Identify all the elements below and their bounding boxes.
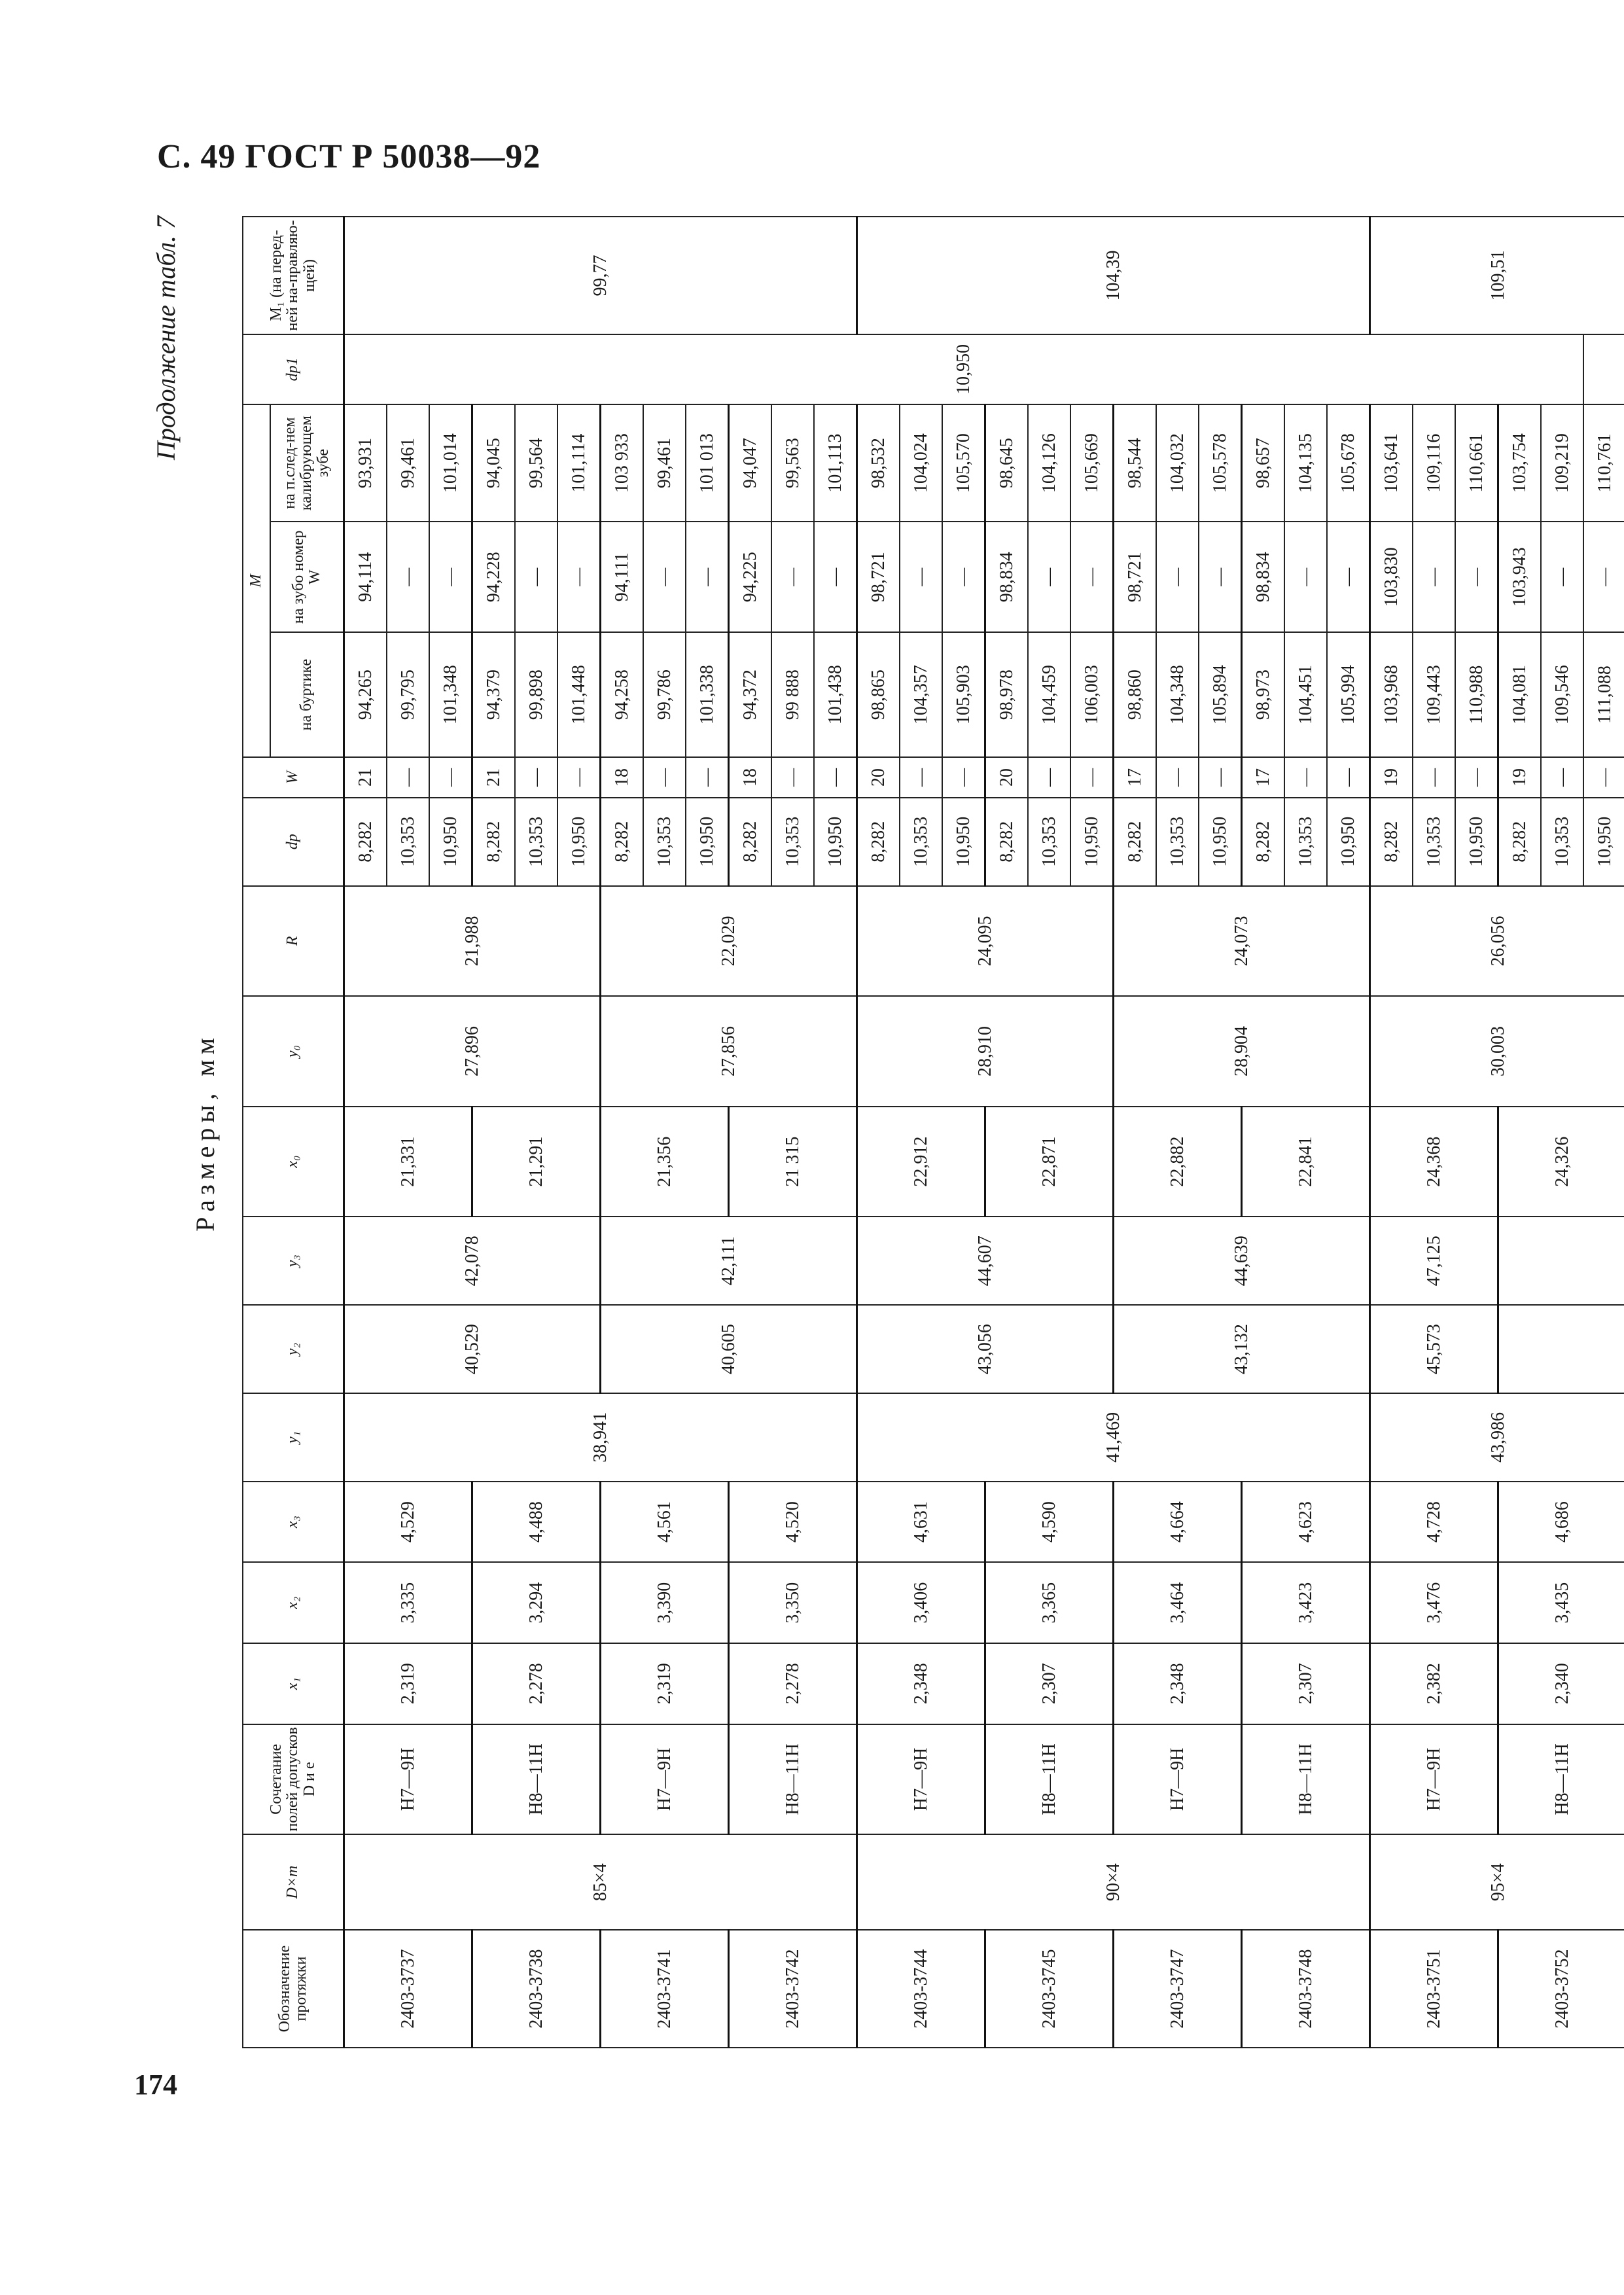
dp-cell: 10,950 (1199, 798, 1242, 886)
col-x3: x₃ (243, 1482, 344, 1563)
table-row (601, 217, 644, 2048)
x2-cell: 3,423 (1242, 1562, 1370, 1643)
x0-cell: 24,326 (1498, 1107, 1624, 1217)
r-cell: 24,073 (1114, 886, 1370, 997)
m1-cell: 104,39 (857, 217, 1370, 334)
m-last-cell: 110,761 (1583, 404, 1624, 522)
m-last-cell: 105,669 (1070, 404, 1114, 522)
designation-cell: 2403-3742 (729, 1930, 857, 2048)
x0-cell: 21,356 (601, 1107, 729, 1217)
dp-cell: 10,950 (942, 798, 985, 886)
designation-cell: 2403-3745 (985, 1930, 1114, 2048)
m-last-cell: 98,645 (985, 404, 1029, 522)
y3-cell: 44,639 (1114, 1217, 1370, 1305)
x0-cell: 21,291 (472, 1107, 601, 1217)
designation-cell: 2403-3744 (857, 1930, 985, 2048)
continuation-note: Продолжение табл. 7 (151, 216, 181, 461)
col-m-collar: на буртике (270, 632, 344, 757)
w-cell: 17 (1242, 757, 1285, 798)
w-cell: — (1156, 757, 1199, 798)
m-tooth-cell: 103,830 (1370, 522, 1413, 633)
fit-cell: H8—11H (729, 1724, 857, 1835)
w-cell: 19 (1370, 757, 1413, 798)
y3-cell: 47,125 (1370, 1217, 1498, 1305)
table-row (344, 217, 387, 2048)
m-tooth-cell: — (1284, 522, 1327, 633)
x2-cell: 3,406 (857, 1562, 985, 1643)
m-last-cell: 110,661 (1455, 404, 1498, 522)
x2-cell: 3,365 (985, 1562, 1114, 1643)
page-number: 174 (134, 2069, 177, 2101)
m-tooth-cell: 94,114 (344, 522, 387, 633)
m-tooth-cell: — (387, 522, 429, 633)
dp-cell: 8,282 (857, 798, 900, 886)
dp-cell: 10,353 (1541, 798, 1583, 886)
w-cell: — (1455, 757, 1498, 798)
col-y1: y₁ (243, 1393, 344, 1482)
m-tooth-cell: — (557, 522, 601, 633)
fit-cell: H7—9H (857, 1724, 985, 1835)
x1-cell: 2,307 (1242, 1643, 1370, 1724)
spec-table-body (344, 217, 1624, 2048)
dp-cell: 10,353 (900, 798, 942, 886)
designation-cell: 2403-3752 (1498, 1930, 1624, 2048)
designation-cell: 2403-3738 (472, 1930, 601, 2048)
x0-cell: 22,882 (1114, 1107, 1242, 1217)
m-tooth-cell: 94,111 (601, 522, 644, 633)
m-collar-cell: 98,973 (1242, 632, 1285, 757)
w-cell: 18 (601, 757, 644, 798)
dp-cell: 10,950 (814, 798, 857, 886)
m-last-cell: 98,532 (857, 404, 900, 522)
designation-cell: 2403-3741 (601, 1930, 729, 2048)
fit-cell: H7—9H (1370, 1724, 1498, 1835)
y1-cell: 43,986 (1370, 1393, 1624, 1482)
m-tooth-cell: — (643, 522, 686, 633)
y2-cell: 43,132 (1114, 1305, 1370, 1393)
m-last-cell: 98,657 (1242, 404, 1285, 522)
x2-cell: 3,476 (1370, 1562, 1498, 1643)
m-last-cell: 93,931 (344, 404, 387, 522)
m-collar-cell: 94,258 (601, 632, 644, 757)
m1-cell: 109,51 (1370, 217, 1624, 334)
designation-cell: 2403-3737 (344, 1930, 472, 2048)
x1-cell: 2,319 (601, 1643, 729, 1724)
dp-cell: 10,950 (429, 798, 472, 886)
col-y0: y₀ (243, 996, 344, 1107)
w-cell: — (1327, 757, 1370, 798)
table-canvas (150, 216, 1615, 2048)
x3-cell: 4,529 (344, 1482, 472, 1563)
dp-cell: 8,282 (1498, 798, 1542, 886)
m-collar-cell: 111,088 (1583, 632, 1624, 757)
fit-cell: H7—9H (1114, 1724, 1242, 1835)
x1-cell: 2,278 (729, 1643, 857, 1724)
dp-cell: 10,353 (387, 798, 429, 886)
w-cell: — (942, 757, 985, 798)
m-tooth-cell: — (686, 522, 729, 633)
dp-cell: 8,282 (1370, 798, 1413, 886)
m-tooth-cell: — (771, 522, 814, 633)
w-cell: — (686, 757, 729, 798)
w-cell: — (1541, 757, 1583, 798)
m-collar-cell: 104,451 (1284, 632, 1327, 757)
m-collar-cell: 99,898 (515, 632, 557, 757)
w-cell: — (1028, 757, 1070, 798)
w-cell: 17 (1114, 757, 1157, 798)
fit-cell: H8—11H (1242, 1724, 1370, 1835)
dp-cell: 8,282 (1242, 798, 1285, 886)
m-collar-cell: 103,968 (1370, 632, 1413, 757)
m-collar-cell: 99,795 (387, 632, 429, 757)
x3-cell: 4,488 (472, 1482, 601, 1563)
col-x1: x₁ (243, 1643, 344, 1724)
dp-cell: 10,950 (686, 798, 729, 886)
w-cell: — (1413, 757, 1455, 798)
col-w: W (243, 757, 344, 798)
w-cell: — (1284, 757, 1327, 798)
x3-cell: 4,686 (1498, 1482, 1624, 1563)
m-tooth-cell: 94,228 (472, 522, 516, 633)
y3-cell: 42,111 (601, 1217, 857, 1305)
m-tooth-cell: — (1541, 522, 1583, 633)
m-tooth-cell: 98,721 (1114, 522, 1157, 633)
table-row (1498, 217, 1542, 2048)
x2-cell: 3,435 (1498, 1562, 1624, 1643)
dp-cell: 10,950 (1327, 798, 1370, 886)
m-last-cell: 98,544 (1114, 404, 1157, 522)
col-designation: Обозначение протяжки (243, 1930, 344, 2048)
dp-cell: 8,282 (472, 798, 516, 886)
m-last-cell: 105,678 (1327, 404, 1370, 522)
m-last-cell: 94,045 (472, 404, 516, 522)
m-collar-cell: 106,003 (1070, 632, 1114, 757)
dp-cell: 10,950 (557, 798, 601, 886)
w-cell: — (515, 757, 557, 798)
m-collar-cell: 104,459 (1028, 632, 1070, 757)
m-collar-cell: 98,860 (1114, 632, 1157, 757)
m-tooth-cell: — (1070, 522, 1114, 633)
x3-cell: 4,520 (729, 1482, 857, 1563)
w-cell: — (1199, 757, 1242, 798)
x3-cell: 4,561 (601, 1482, 729, 1563)
col-y3: y₃ (243, 1217, 344, 1305)
y2-cell: 40,529 (344, 1305, 601, 1393)
m-last-cell: 101 013 (686, 404, 729, 522)
y0-cell: 27,896 (344, 996, 601, 1107)
m-last-cell: 99,461 (387, 404, 429, 522)
page-header: С. 49 ГОСТ Р 50038—92 (157, 138, 541, 175)
m-last-cell: 103,754 (1498, 404, 1542, 522)
m-collar-cell: 109,443 (1413, 632, 1455, 757)
w-cell: — (643, 757, 686, 798)
m-last-cell: 109,219 (1541, 404, 1583, 522)
m-last-cell: 105,578 (1199, 404, 1242, 522)
w-cell: — (557, 757, 601, 798)
m-tooth-cell: — (1028, 522, 1070, 633)
m-collar-cell: 98,978 (985, 632, 1029, 757)
m-tooth-cell: — (1327, 522, 1370, 633)
m-tooth-cell: 98,834 (985, 522, 1029, 633)
col-x0: x₀ (243, 1107, 344, 1217)
dp-cell: 10,353 (1284, 798, 1327, 886)
x0-cell: 21 315 (729, 1107, 857, 1217)
m-collar-cell: 105,903 (942, 632, 985, 757)
m-last-cell: 101,014 (429, 404, 472, 522)
table-row (1242, 217, 1285, 2048)
table-row (472, 217, 516, 2048)
w-cell: 18 (729, 757, 772, 798)
dp-cell: 10,950 (1455, 798, 1498, 886)
spec-table (242, 216, 1624, 2048)
col-m-group: M (243, 404, 270, 757)
designation-cell: 2403-3747 (1114, 1930, 1242, 2048)
y1-cell: 38,941 (344, 1393, 857, 1482)
m-tooth-cell: — (900, 522, 942, 633)
r-cell: 26,056 (1370, 886, 1624, 997)
dp-cell: 8,282 (601, 798, 644, 886)
x3-cell: 4,728 (1370, 1482, 1498, 1563)
m-tooth-cell: 98,721 (857, 522, 900, 633)
m-collar-cell: 104,357 (900, 632, 942, 757)
m-collar-cell: 101,348 (429, 632, 472, 757)
m-tooth-cell: — (429, 522, 472, 633)
m-collar-cell: 105,894 (1199, 632, 1242, 757)
m-collar-cell: 104,081 (1498, 632, 1542, 757)
fit-cell: H7—9H (344, 1724, 472, 1835)
m-last-cell: 105,570 (942, 404, 985, 522)
empty-cell (1498, 1305, 1624, 1393)
y2-cell: 43,056 (857, 1305, 1114, 1393)
m-tooth-cell: — (515, 522, 557, 633)
m-collar-cell: 94,265 (344, 632, 387, 757)
x1-cell: 2,348 (1114, 1643, 1242, 1724)
w-cell: — (429, 757, 472, 798)
m-tooth-cell: 94,225 (729, 522, 772, 633)
dp-cell: 10,353 (515, 798, 557, 886)
col-r: R (243, 886, 344, 997)
w-cell: 19 (1498, 757, 1542, 798)
x2-cell: 3,464 (1114, 1562, 1242, 1643)
col-fit: Сочетание полей допусков D и e (243, 1724, 344, 1835)
m-tooth-cell: — (814, 522, 857, 633)
dp-cell: 10,353 (1028, 798, 1070, 886)
fit-cell: H7—9H (601, 1724, 729, 1835)
dp-cell: 8,282 (344, 798, 387, 886)
x1-cell: 2,340 (1498, 1643, 1624, 1724)
w-cell: 21 (344, 757, 387, 798)
m-tooth-cell: — (1583, 522, 1624, 633)
m-last-cell: 99,461 (643, 404, 686, 522)
w-cell: — (387, 757, 429, 798)
dp1-cell: 10,950 (344, 334, 1584, 404)
m-tooth-cell: — (1199, 522, 1242, 633)
x0-cell: 22,841 (1242, 1107, 1370, 1217)
m-tooth-cell: — (1455, 522, 1498, 633)
y2-cell: 40,605 (601, 1305, 857, 1393)
fit-cell: H8—11H (472, 1724, 601, 1835)
dxm-cell: 90×4 (857, 1834, 1370, 1930)
m-collar-cell: 105,994 (1327, 632, 1370, 757)
dp-cell: 10,353 (643, 798, 686, 886)
col-dp1: dp1 (243, 334, 344, 404)
x0-cell: 22,871 (985, 1107, 1114, 1217)
designation-cell: 2403-3751 (1370, 1930, 1498, 2048)
col-m-tooth: на зубо номер W (270, 522, 344, 633)
w-cell: 20 (857, 757, 900, 798)
w-cell: — (771, 757, 814, 798)
dp-cell: 10,950 (1583, 798, 1624, 886)
y0-cell: 28,904 (1114, 996, 1370, 1107)
dimensions-title: Размеры, мм (190, 1033, 220, 1232)
dp-cell: 10,353 (771, 798, 814, 886)
m-collar-cell: 99 888 (771, 632, 814, 757)
w-cell: — (1070, 757, 1114, 798)
x3-cell: 4,623 (1242, 1482, 1370, 1563)
dp-cell: 10,353 (1413, 798, 1455, 886)
y0-cell: 28,910 (857, 996, 1114, 1107)
col-x2: x₂ (243, 1562, 344, 1643)
dp-cell: 8,282 (985, 798, 1029, 886)
w-cell: — (814, 757, 857, 798)
dp-cell: 10,353 (1156, 798, 1199, 886)
m-last-cell: 104,032 (1156, 404, 1199, 522)
table-row (985, 217, 1029, 2048)
col-dp: dp (243, 798, 344, 886)
m-last-cell: 103,641 (1370, 404, 1413, 522)
m-collar-cell: 94,379 (472, 632, 516, 757)
dp-cell: 10,950 (1070, 798, 1114, 886)
m-collar-cell: 94,372 (729, 632, 772, 757)
x0-cell: 22,912 (857, 1107, 985, 1217)
table-row (857, 217, 900, 2048)
x1-cell: 2,319 (344, 1643, 472, 1724)
m-collar-cell: 99,786 (643, 632, 686, 757)
x2-cell: 3,390 (601, 1562, 729, 1643)
m-tooth-cell: — (942, 522, 985, 633)
x1-cell: 2,278 (472, 1643, 601, 1724)
y2-cell: 45,573 (1370, 1305, 1498, 1393)
col-m-last: на п.след-нем калибрующем зубе (270, 404, 344, 522)
designation-cell: 2403-3748 (1242, 1930, 1370, 2048)
m-last-cell: 103 933 (601, 404, 644, 522)
x1-cell: 2,348 (857, 1643, 985, 1724)
m-tooth-cell: — (1413, 522, 1455, 633)
table-row (1370, 217, 1413, 2048)
w-cell: — (900, 757, 942, 798)
m-collar-cell: 98,865 (857, 632, 900, 757)
dp-cell: 8,282 (729, 798, 772, 886)
r-cell: 22,029 (601, 886, 857, 997)
col-m1: M₁ (на перед-ней на-правляю-щей) (243, 217, 344, 334)
x3-cell: 4,631 (857, 1482, 985, 1563)
col-y2: y₂ (243, 1305, 344, 1393)
m-last-cell: 104,126 (1028, 404, 1070, 522)
m-tooth-cell: 103,943 (1498, 522, 1542, 633)
r-cell: 24,095 (857, 886, 1114, 997)
r-cell: 21,988 (344, 886, 601, 997)
y3-cell: 44,607 (857, 1217, 1114, 1305)
dxm-cell: 95×4 (1370, 1834, 1624, 1930)
dp-cell: 8,282 (1114, 798, 1157, 886)
x1-cell: 2,307 (985, 1643, 1114, 1724)
x2-cell: 3,294 (472, 1562, 601, 1643)
m-last-cell: 94,047 (729, 404, 772, 522)
m-last-cell: 101,113 (814, 404, 857, 522)
table-row (729, 217, 772, 2048)
m-collar-cell: 101,448 (557, 632, 601, 757)
m-collar-cell: 110,988 (1455, 632, 1498, 757)
m-last-cell: 101,114 (557, 404, 601, 522)
m-tooth-cell: 98,834 (1242, 522, 1285, 633)
m-collar-cell: 109,546 (1541, 632, 1583, 757)
x0-cell: 24,368 (1370, 1107, 1498, 1217)
m-collar-cell: 101,338 (686, 632, 729, 757)
y0-cell: 30,003 (1370, 996, 1624, 1107)
w-cell: 20 (985, 757, 1029, 798)
m-last-cell: 109,116 (1413, 404, 1455, 522)
empty-cell (1498, 1217, 1624, 1305)
w-cell: 21 (472, 757, 516, 798)
x1-cell: 2,382 (1370, 1643, 1498, 1724)
x3-cell: 4,664 (1114, 1482, 1242, 1563)
w-cell: — (1583, 757, 1624, 798)
m-last-cell: 104,024 (900, 404, 942, 522)
x2-cell: 3,335 (344, 1562, 472, 1643)
rotated-table-area (150, 216, 1615, 2048)
x2-cell: 3,350 (729, 1562, 857, 1643)
table-row (1114, 217, 1157, 2048)
fit-cell: H8—11H (985, 1724, 1114, 1835)
m-collar-cell: 101,438 (814, 632, 857, 757)
m-tooth-cell: — (1156, 522, 1199, 633)
dxm-cell: 85×4 (344, 1834, 857, 1930)
y1-cell: 41,469 (857, 1393, 1370, 1482)
y3-cell: 42,078 (344, 1217, 601, 1305)
col-dxm: D×m (243, 1834, 344, 1930)
m-last-cell: 99,563 (771, 404, 814, 522)
m-last-cell: 99,564 (515, 404, 557, 522)
m-collar-cell: 104,348 (1156, 632, 1199, 757)
m-last-cell: 104,135 (1284, 404, 1327, 522)
x0-cell: 21,331 (344, 1107, 472, 1217)
fit-cell: H8—11H (1498, 1724, 1624, 1835)
x3-cell: 4,590 (985, 1482, 1114, 1563)
m1-cell: 99,77 (344, 217, 857, 334)
y0-cell: 27,856 (601, 996, 857, 1107)
